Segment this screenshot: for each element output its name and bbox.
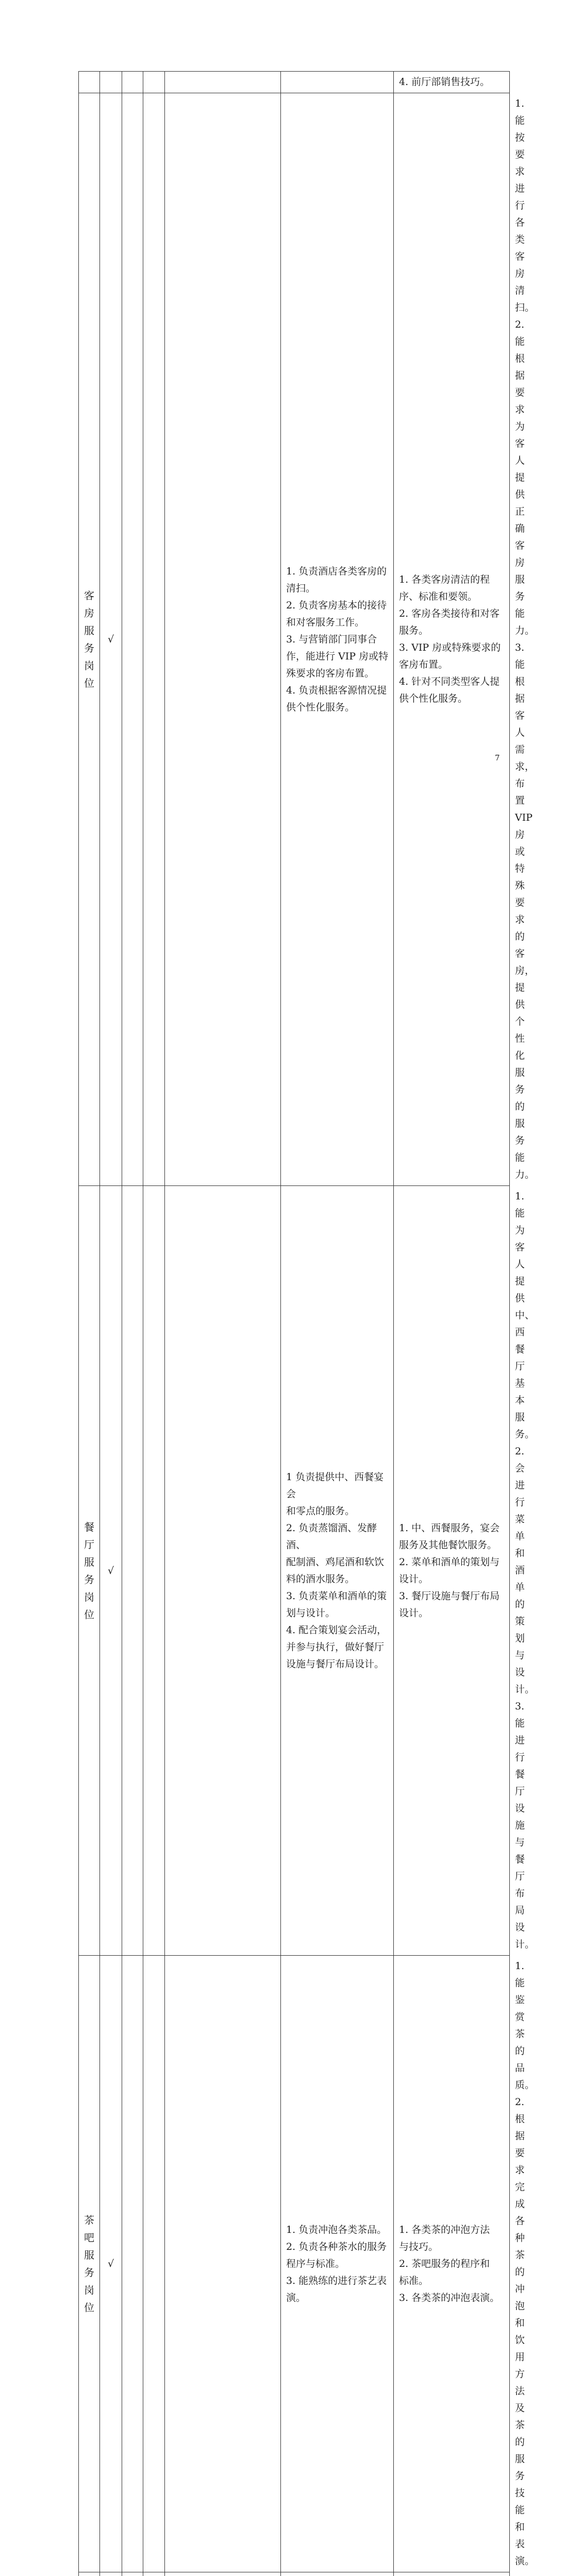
knowledge-item: 3. 各类茶的冲泡表演。: [399, 2290, 505, 2307]
duties-item: 2. 负责客房基本的接待 和对客服务工作。: [286, 597, 389, 631]
position-char: 餐: [79, 1518, 99, 1536]
check-cell: [122, 93, 143, 1186]
position-char: 务: [79, 2264, 99, 2281]
check-cell: [165, 1186, 281, 1956]
knowledge-cell: [394, 1186, 510, 1956]
duties-cell: [281, 1956, 394, 2572]
duties-item: 2. 负责各种茶水的服务 程序与标准。: [286, 2239, 389, 2273]
position-char: 位: [79, 674, 99, 692]
duties-item: 4. 负责根据客源情况提 供个性化服务。: [286, 682, 389, 716]
duties-cell: [281, 2572, 394, 2576]
position-char: 客: [79, 587, 99, 604]
duties-item: 3. 与营销部门同事合 作，能进行 VIP 房或特 殊要求的客房布置。: [286, 631, 389, 682]
check-cell: [122, 1186, 143, 1956]
position-cell: [79, 93, 100, 1186]
duties-item: 1 负责提供中、西餐宴会 和零点的服务。: [286, 1469, 389, 1520]
position-char: 房: [79, 604, 99, 622]
duties-item: 2. 负责蒸馏酒、发酵酒、 配制酒、鸡尾酒和软饮 料的酒水服务。: [286, 1520, 389, 1588]
check-cell: [143, 1956, 165, 2572]
duties-item: 1. 负责冲泡各类茶品。: [286, 2222, 389, 2239]
check-cell: [143, 2572, 165, 2576]
position-char: 位: [79, 1606, 99, 1623]
check-cell: √: [100, 93, 122, 1186]
position-char: 厅: [79, 1536, 99, 1553]
table-row: [79, 2572, 510, 2576]
position-cell: [79, 1186, 100, 1956]
check-cell: [165, 2572, 281, 2576]
position-cell: [79, 72, 100, 93]
duties-cell: [281, 72, 394, 93]
table-row: 客 房 服 务 岗 位 √ 1. 负责酒店各类客房的 清扫。 2. 负责客房基本的接待 和对客服务工作。 3. 与营销部门同事合 作，能进行 VIP 房或特 殊要求的客房布置。 4. 负责根据客源情况提 供个性化服务。 1. 各类客房清洁的程 序、标准和要领。 2. 客房各类接待和对客 服务。 3. VIP 房或特殊要求的 客房布置。 4. 针对不同类型客人提 供个性化服务。 1. 能按要求进行各类 客房清扫。 2. 能根据要求为客人 提供正确客房服务能 力。 3. 能根据客人需求，布 置 VIP 房或特殊要求 的客房，提供个性化服 务的服务能力。: [79, 93, 510, 1186]
duties-item: 3. 负责菜单和酒单的策 划与设计。: [286, 1588, 389, 1622]
knowledge-cell: [394, 2572, 510, 2576]
position-char: 岗: [79, 1588, 99, 1606]
knowledge-item: 4. 针对不同类型客人提 供个性化服务。: [399, 673, 505, 707]
check-cell: [143, 93, 165, 1186]
check-cell: [165, 72, 281, 93]
position-char: 务: [79, 639, 99, 657]
position-char: 位: [79, 2299, 99, 2316]
knowledge-item: 4. 前厅部销售技巧。: [399, 74, 505, 91]
knowledge-cell: [394, 93, 510, 1186]
page-number: 7: [495, 753, 500, 762]
position-char: 服: [79, 1553, 99, 1571]
check-cell: [100, 72, 122, 93]
knowledge-cell: [394, 72, 510, 93]
position-cell: [79, 1956, 100, 2572]
duties-item: 3. 能熟练的进行茶艺表 演。: [286, 2273, 389, 2307]
position-char: 服: [79, 622, 99, 639]
duties-cell: [281, 93, 394, 1186]
check-cell: [165, 1956, 281, 2572]
check-cell: [143, 1186, 165, 1956]
check-cell: √: [100, 1186, 122, 1956]
knowledge-item: 1. 中、西餐服务，宴会 服务及其他餐饮服务。: [399, 1520, 505, 1554]
position-char: 岗: [79, 657, 99, 674]
position-cell: [79, 2572, 100, 2576]
duties-item: 1. 负责酒店各类客房的 清扫。: [286, 563, 389, 597]
knowledge-item: 1. 各类茶的冲泡方法 与技巧。: [399, 2222, 505, 2256]
table-row: 餐 厅 服 务 岗 位 √ 1 负责提供中、西餐宴会 和零点的服务。 2. 负责蒸馏酒、发酵酒、 配制酒、鸡尾酒和软饮 料的酒水服务。 3. 负责菜单和酒单的策 划与设计。 4. 配合策划宴会活动， 并参与执行，做好餐厅 设施与餐厅布局设计。 1. 中、西餐服务，宴会 服务及其他餐饮服务。 2. 菜单和酒单的策划与 设计。 3. 餐厅设施与餐厅布局 设计。 1. 能为客人提供中、西 餐厅基本服务。 2. 会进行菜单和酒单 的策划与设计。 3. 能进行餐厅设施与 餐厅布局设计。: [79, 1186, 510, 1956]
check-cell: √: [100, 1956, 122, 2572]
knowledge-cell: [394, 1956, 510, 2572]
duties-cell: [281, 1186, 394, 1956]
position-char: 茶: [79, 2211, 99, 2229]
knowledge-item: 3. 餐厅设施与餐厅布局 设计。: [399, 1588, 505, 1622]
duties-item: 4. 配合策划宴会活动， 并参与执行，做好餐厅 设施与餐厅布局设计。: [286, 1622, 389, 1673]
check-cell: [122, 2572, 143, 2576]
table-row: 茶 吧 服 务 岗 位 √ 1. 负责冲泡各类茶品。 2. 负责各种茶水的服务 程序与标准。 3. 能熟练的进行茶艺表 演。 1. 各类茶的冲泡方法 与技巧。 2. 茶吧服务的程序和 标准。 3. 各类茶的冲泡表演。 1. 能鉴赏茶的品质。 2. 根据要求完成各种 茶的冲泡和饮用方法 及茶的服务技能和表 演。: [79, 1956, 510, 2572]
check-cell: [100, 2572, 122, 2576]
job-requirements-table: [78, 71, 510, 2576]
check-cell: [143, 72, 165, 93]
knowledge-item: 2. 茶吧服务的程序和 标准。: [399, 2256, 505, 2290]
knowledge-item: 3. VIP 房或特殊要求的 客房布置。: [399, 639, 505, 673]
knowledge-item: 2. 客房各类接待和对客 服务。: [399, 605, 505, 639]
position-char: 务: [79, 1571, 99, 1588]
knowledge-item: 1. 各类客房清洁的程 序、标准和要领。: [399, 571, 505, 605]
check-cell: [122, 1956, 143, 2572]
position-char: 服: [79, 2246, 99, 2264]
check-cell: [165, 93, 281, 1186]
check-cell: [122, 72, 143, 93]
position-char: 岗: [79, 2281, 99, 2299]
position-char: 吧: [79, 2229, 99, 2246]
knowledge-item: 2. 菜单和酒单的策划与 设计。: [399, 1554, 505, 1588]
table-row: [79, 72, 510, 93]
